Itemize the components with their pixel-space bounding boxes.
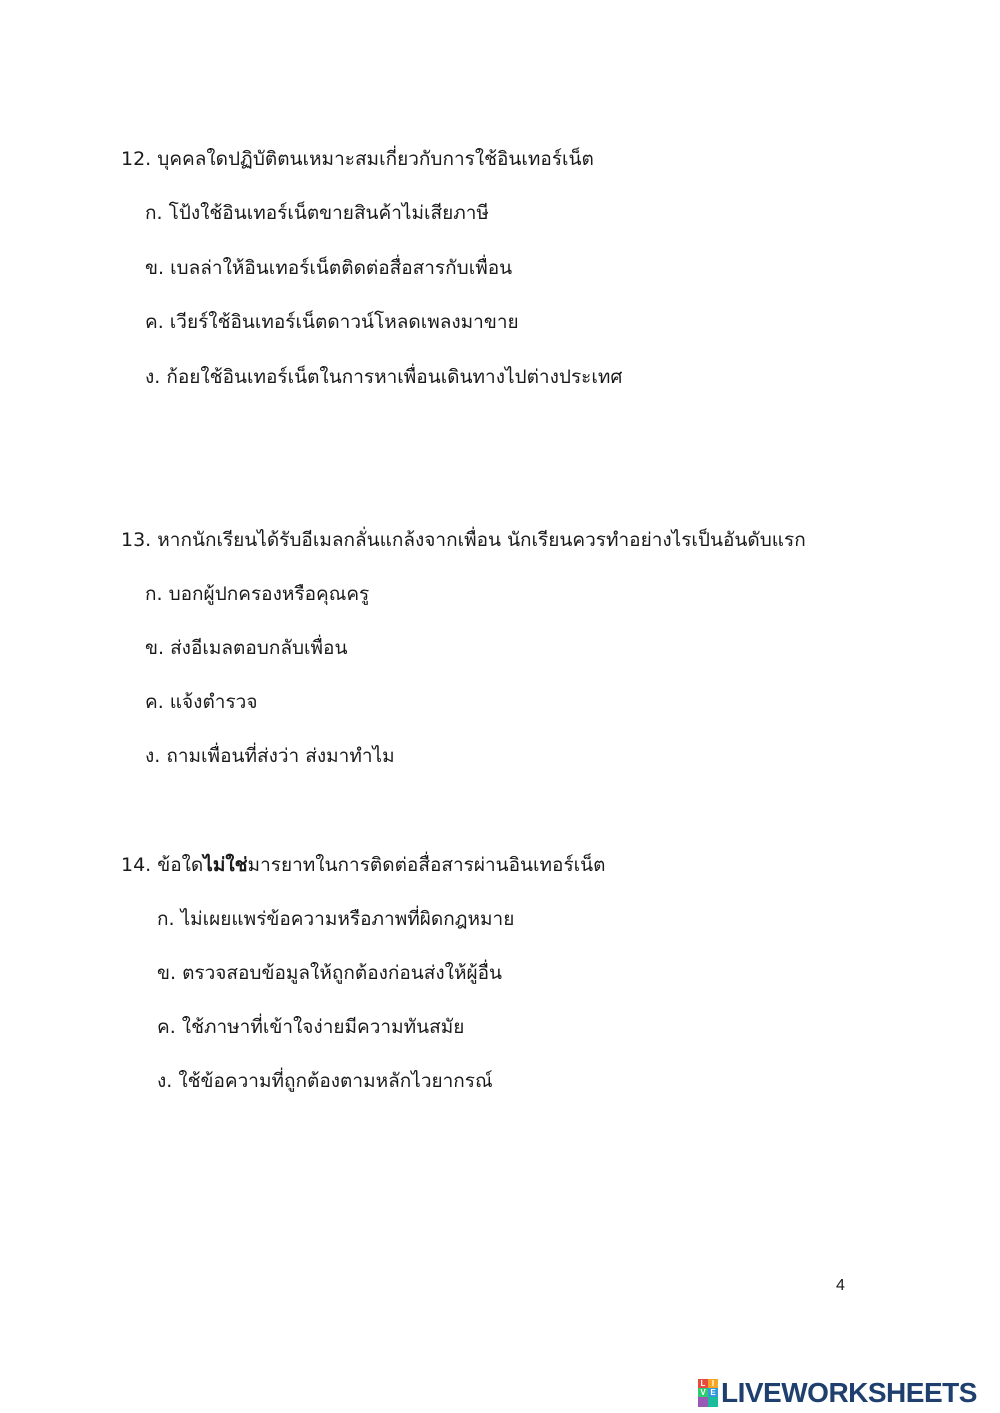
logo-cell-5 <box>698 1397 708 1407</box>
question-14-stem <box>121 852 605 878</box>
question-13-option-d: ง. ถามเพื่อนที่ส่งว่า ส่งมาทำไม <box>145 745 395 767</box>
question-13-option-c: ค. แจ้งตำรวจ <box>145 691 258 713</box>
question-14-option-d: ง. ใช้ข้อความที่ถูกต้องตามหลักไวยากรณ์ <box>157 1070 493 1092</box>
liveworksheets-wordmark: LIVEWORKSHEETS <box>721 1377 977 1408</box>
liveworksheets-brand <box>698 1378 977 1408</box>
logo-cell-l: L <box>698 1379 708 1388</box>
question-14-stem-prefix: 14. ข้อใด <box>121 854 204 876</box>
question-13-stem: 13. หากนักเรียนได้รับอีเมลกลั่นแกล้งจากเพื่อน นักเรียนควรทำอย่างไรเป็นอันดับแรก <box>121 529 806 551</box>
logo-cell-v: V <box>698 1388 708 1397</box>
question-13-option-b: ข. ส่งอีเมลตอบกลับเพื่อน <box>145 637 348 659</box>
logo-cell-i: I <box>708 1379 718 1388</box>
logo-cell-6 <box>708 1397 718 1407</box>
question-12-option-c: ค. เวียร์ใช้อินเทอร์เน็ตดาวน์โหลดเพลงมาขาย <box>145 311 519 333</box>
question-14-stem-bold: ไม่ใช่ <box>203 854 248 876</box>
question-12-option-b: ข. เบลล่าให้อินเทอร์เน็ตติดต่อสื่อสารกับเพื่อน <box>145 257 513 279</box>
question-12-stem: 12. บุคคลใดปฏิบัติตนเหมาะสมเกี่ยวกับการใช้อินเทอร์เน็ต <box>121 148 594 170</box>
page-number: 4 <box>836 1277 845 1294</box>
question-14-option-c: ค. ใช้ภาษาที่เข้าใจง่ายมีความทันสมัย <box>157 1016 465 1038</box>
logo-cell-e: E <box>708 1388 718 1397</box>
question-12-option-a: ก. โป้งใช้อินเทอร์เน็ตขายสินค้าไม่เสียภาษี <box>145 202 489 224</box>
question-12-option-d: ง. ก้อยใช้อินเทอร์เน็ตในการหาเพื่อนเดินทางไปต่างประเทศ <box>145 366 623 388</box>
question-14-option-b: ข. ตรวจสอบข้อมูลให้ถูกต้องก่อนส่งให้ผู้อื่น <box>157 962 502 984</box>
question-14-stem-suffix: มารยาทในการติดต่อสื่อสารผ่านอินเทอร์เน็ต <box>247 854 606 876</box>
question-13-option-a: ก. บอกผู้ปกครองหรือคุณครู <box>145 583 370 605</box>
liveworksheets-logo-icon <box>698 1379 718 1407</box>
question-14-option-a: ก. ไม่เผยแพร่ข้อความหรือภาพที่ผิดกฎหมาย <box>157 908 515 930</box>
